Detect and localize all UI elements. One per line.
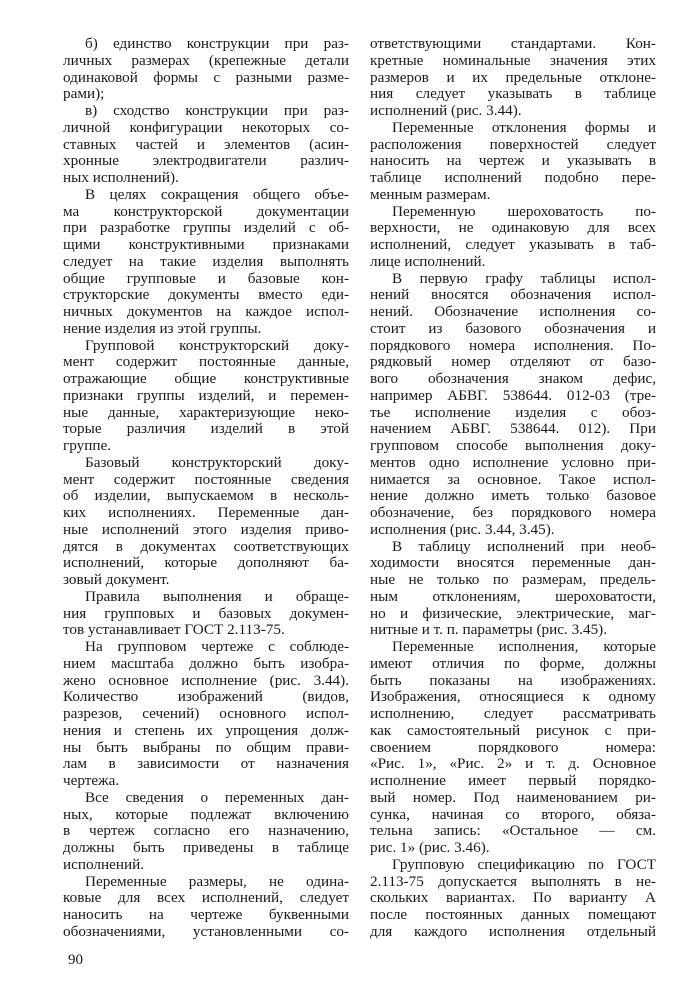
- text-line: отражающие общие конструктивные: [63, 370, 349, 387]
- text-line: дятся в документах соответствующих: [63, 537, 349, 555]
- text-line: верхности, не одинаковую для всех: [370, 219, 656, 237]
- text-line: ные не только по размерам, предель-: [370, 571, 656, 588]
- text-line: одинаковой формы с разными разме-: [63, 68, 349, 86]
- text-line: нитные и т. п. параметры (рис. 3.45).: [370, 621, 608, 639]
- text-line: рядковый номер отделяют от базо-: [370, 353, 656, 371]
- text-line: Правила выполнения и обраще-: [85, 587, 349, 605]
- text-line: нений. Обозначение исполнения со-: [370, 303, 656, 320]
- paragraph: [63, 790, 349, 874]
- text-line: тов устанавливает ГОСТ 2.113-75.: [63, 621, 285, 639]
- text-line: исполнений (рис. 3.44).: [370, 102, 522, 119]
- text-line: Переменную шероховатость по-: [392, 202, 656, 220]
- paragraph: [370, 271, 656, 539]
- text-line: сунка, начиная со второго, обяза-: [370, 805, 656, 823]
- text-line: ставных частей и элементов (асин-: [63, 135, 349, 153]
- text-line: зовый документ.: [63, 571, 170, 588]
- text-line: Все сведения о переменных дан-: [85, 788, 349, 806]
- text-line: чертежа.: [63, 772, 120, 789]
- text-line: в чертеж согласно его назначению,: [63, 822, 349, 840]
- paragraph: [370, 36, 656, 120]
- text-column-left: [63, 36, 349, 941]
- text-line: вого обозначения знаком дефис,: [370, 370, 656, 387]
- paragraph: [63, 639, 349, 790]
- paragraph: [370, 539, 656, 640]
- text-line: кретные номинальные значения этих: [370, 51, 656, 69]
- text-line: тельна запись: «Остальное — см.: [370, 822, 656, 840]
- text-line: нения и степень их упрощения долж-: [63, 721, 349, 739]
- paragraph: [63, 589, 349, 639]
- text-line: ходимости вносятся переменные дан-: [370, 554, 656, 572]
- text-line: размеров и их предельные отклоне-: [370, 68, 656, 86]
- text-line: при разработке группы изделий с об-: [63, 219, 349, 237]
- text-line: ния следует указывать в таблице: [370, 85, 656, 103]
- text-line: наносить на чертеж и указывать в: [370, 152, 656, 170]
- text-line: рами);: [63, 85, 105, 103]
- text-line: нимается за основное. Такое испол-: [370, 470, 656, 488]
- text-line: Переменные отклонения формы и: [392, 118, 656, 136]
- paragraph: [63, 103, 349, 187]
- text-line: ным отклонениям, шероховатости,: [370, 587, 656, 605]
- text-line: ных исполнений).: [63, 169, 179, 186]
- paragraph: [370, 857, 656, 941]
- text-line: исполнению, следует рассматривать: [370, 705, 656, 722]
- text-line: Групповой конструкторский доку-: [85, 336, 349, 354]
- text-line: Групповую спецификацию по ГОСТ: [392, 855, 656, 873]
- paragraph: [370, 120, 656, 204]
- paragraph: [63, 455, 349, 589]
- text-line: хронные электродвигатели различ-: [63, 152, 349, 170]
- text-line: В первую графу таблицы испол-: [392, 269, 656, 287]
- text-line: Переменные исполнения, которые: [392, 638, 656, 655]
- text-line: мент содержит постоянные данные,: [63, 353, 349, 371]
- text-line: ны быть выбраны по общим прави-: [63, 738, 349, 756]
- text-line: ничных документов на каждое испол-: [63, 303, 349, 320]
- text-line: ные данные, характеризующие неко-: [63, 403, 349, 421]
- text-line: обозначениями, установленными со-: [63, 922, 349, 940]
- text-line: ких исполнениях. Переменные дан-: [63, 504, 349, 521]
- text-line: нием масштаба должно быть изобра-: [63, 654, 349, 672]
- text-line: структорские документы вместо еди-: [63, 286, 349, 304]
- text-line: об изделии, выпускаемом в несколь-: [63, 487, 349, 505]
- text-line: нение должно иметь только базовое: [370, 487, 656, 505]
- text-line: В целях сокращения общего объе-: [85, 185, 349, 203]
- text-line: б) единство конструкции при раз-: [85, 35, 349, 52]
- text-line: лам в зависимости от назначения: [63, 755, 349, 773]
- text-line: порядкового номера исполнения. По-: [370, 336, 656, 354]
- text-line: признаки группы изделий, и перемен-: [63, 386, 349, 404]
- text-line: стоит из базового обозначения и: [370, 319, 656, 337]
- text-line: нений вносятся обозначения испол-: [370, 286, 656, 304]
- text-line: «Рис. 1», «Рис. 2» и т. д. Основное: [370, 755, 656, 773]
- text-line: расположения поверхностей следует: [370, 135, 656, 153]
- text-line: быть показаны на изображениях.: [370, 671, 656, 689]
- paragraph: [63, 874, 349, 941]
- text-line: группе.: [63, 437, 112, 454]
- text-line: ния групповых и базовых докумен-: [63, 604, 349, 622]
- text-line: исполнений, следует указывать в таб-: [370, 236, 656, 253]
- text-line: таблице исполнений подобно пере-: [370, 169, 656, 186]
- text-line: На групповом чертеже с соблюде-: [85, 638, 349, 655]
- text-line: разрезов, сечений) основного испол-: [63, 705, 349, 722]
- text-line: личных размерах (крепежные детали: [63, 51, 349, 69]
- text-line: ковые для всех исполнений, следует: [63, 889, 349, 907]
- text-line: тье исполнение изделия с обоз-: [370, 403, 656, 421]
- text-line: имеют отличия по форме, должны: [370, 654, 656, 672]
- text-line: нение изделия из этой группы.: [63, 319, 262, 337]
- text-line: Количество изображений (видов,: [63, 688, 349, 706]
- text-line: например АБВГ. 538644. 012-03 (тре-: [370, 386, 656, 404]
- text-line: наносить на чертеже буквенными: [63, 906, 349, 923]
- text-line: групповом способе выполнения доку-: [370, 437, 656, 454]
- text-line: исполнений, которые дополняют ба-: [63, 554, 349, 572]
- page-number: 90: [68, 952, 83, 968]
- text-line: исполнение имеет первый порядко-: [370, 772, 656, 789]
- text-line: своением порядкового номера:: [370, 738, 656, 756]
- paragraph: [370, 204, 656, 271]
- text-line: после постоянных данных помещают: [370, 906, 656, 923]
- text-line: вый номер. Под наименованием ри-: [370, 788, 656, 806]
- paragraph: [63, 338, 349, 455]
- text-line: 2.113-75 допускается выполнять в не-: [370, 872, 656, 890]
- text-line: ма конструкторской документации: [63, 202, 349, 220]
- text-line: должны быть приведены в таблице: [63, 839, 349, 856]
- text-line: обозначение, без порядкового номера: [370, 504, 656, 521]
- text-line: Изображения, относящиеся к одному: [370, 688, 656, 706]
- text-line: В таблицу исполнений при необ-: [392, 537, 656, 555]
- text-line: менным размерам.: [370, 185, 491, 203]
- text-line: общие групповые и базовые кон-: [63, 269, 349, 287]
- text-line: исполнения (рис. 3.44, 3.45).: [370, 520, 555, 538]
- text-line: Переменные размеры, не одина-: [85, 872, 349, 890]
- paragraph: [63, 36, 349, 103]
- text-line: следует на такие изделия выполнять: [63, 252, 349, 270]
- text-line: личной конфигурации некоторых со-: [63, 118, 349, 136]
- text-line: ментов одно исполнение условно при-: [370, 453, 656, 471]
- text-line: торые различия изделий в этой: [63, 420, 349, 438]
- text-column-right: [370, 36, 656, 941]
- text-line: ные исполнений этого изделия приво-: [63, 520, 349, 538]
- text-line: рис. 1» (рис. 3.46).: [370, 839, 490, 856]
- text-line: в) сходство конструкции при раз-: [85, 102, 349, 119]
- text-line: как самостоятельный рисунок с при-: [370, 721, 656, 739]
- paragraph: [63, 187, 349, 338]
- text-line: начением АБВГ. 538644. 012). При: [370, 420, 656, 438]
- text-line: щими конструктивными признаками: [63, 236, 349, 253]
- text-line: ответствующими стандартами. Кон-: [370, 35, 656, 52]
- text-line: мент содержит постоянные сведения: [63, 470, 349, 488]
- text-line: для каждого исполнения отдельный: [370, 922, 656, 940]
- text-line: скольких вариантах. По варианту А: [370, 889, 656, 907]
- text-line: но и физические, электрические, маг-: [370, 604, 656, 622]
- text-line: жено основное исполнение (рис. 3.44).: [63, 671, 349, 689]
- paragraph: [370, 639, 656, 857]
- text-line: исполнений.: [63, 855, 145, 873]
- text-line: ных, которые подлежат включению: [63, 805, 349, 823]
- text-line: лице исполнений.: [370, 252, 486, 270]
- text-line: Базовый конструкторский доку-: [85, 453, 349, 471]
